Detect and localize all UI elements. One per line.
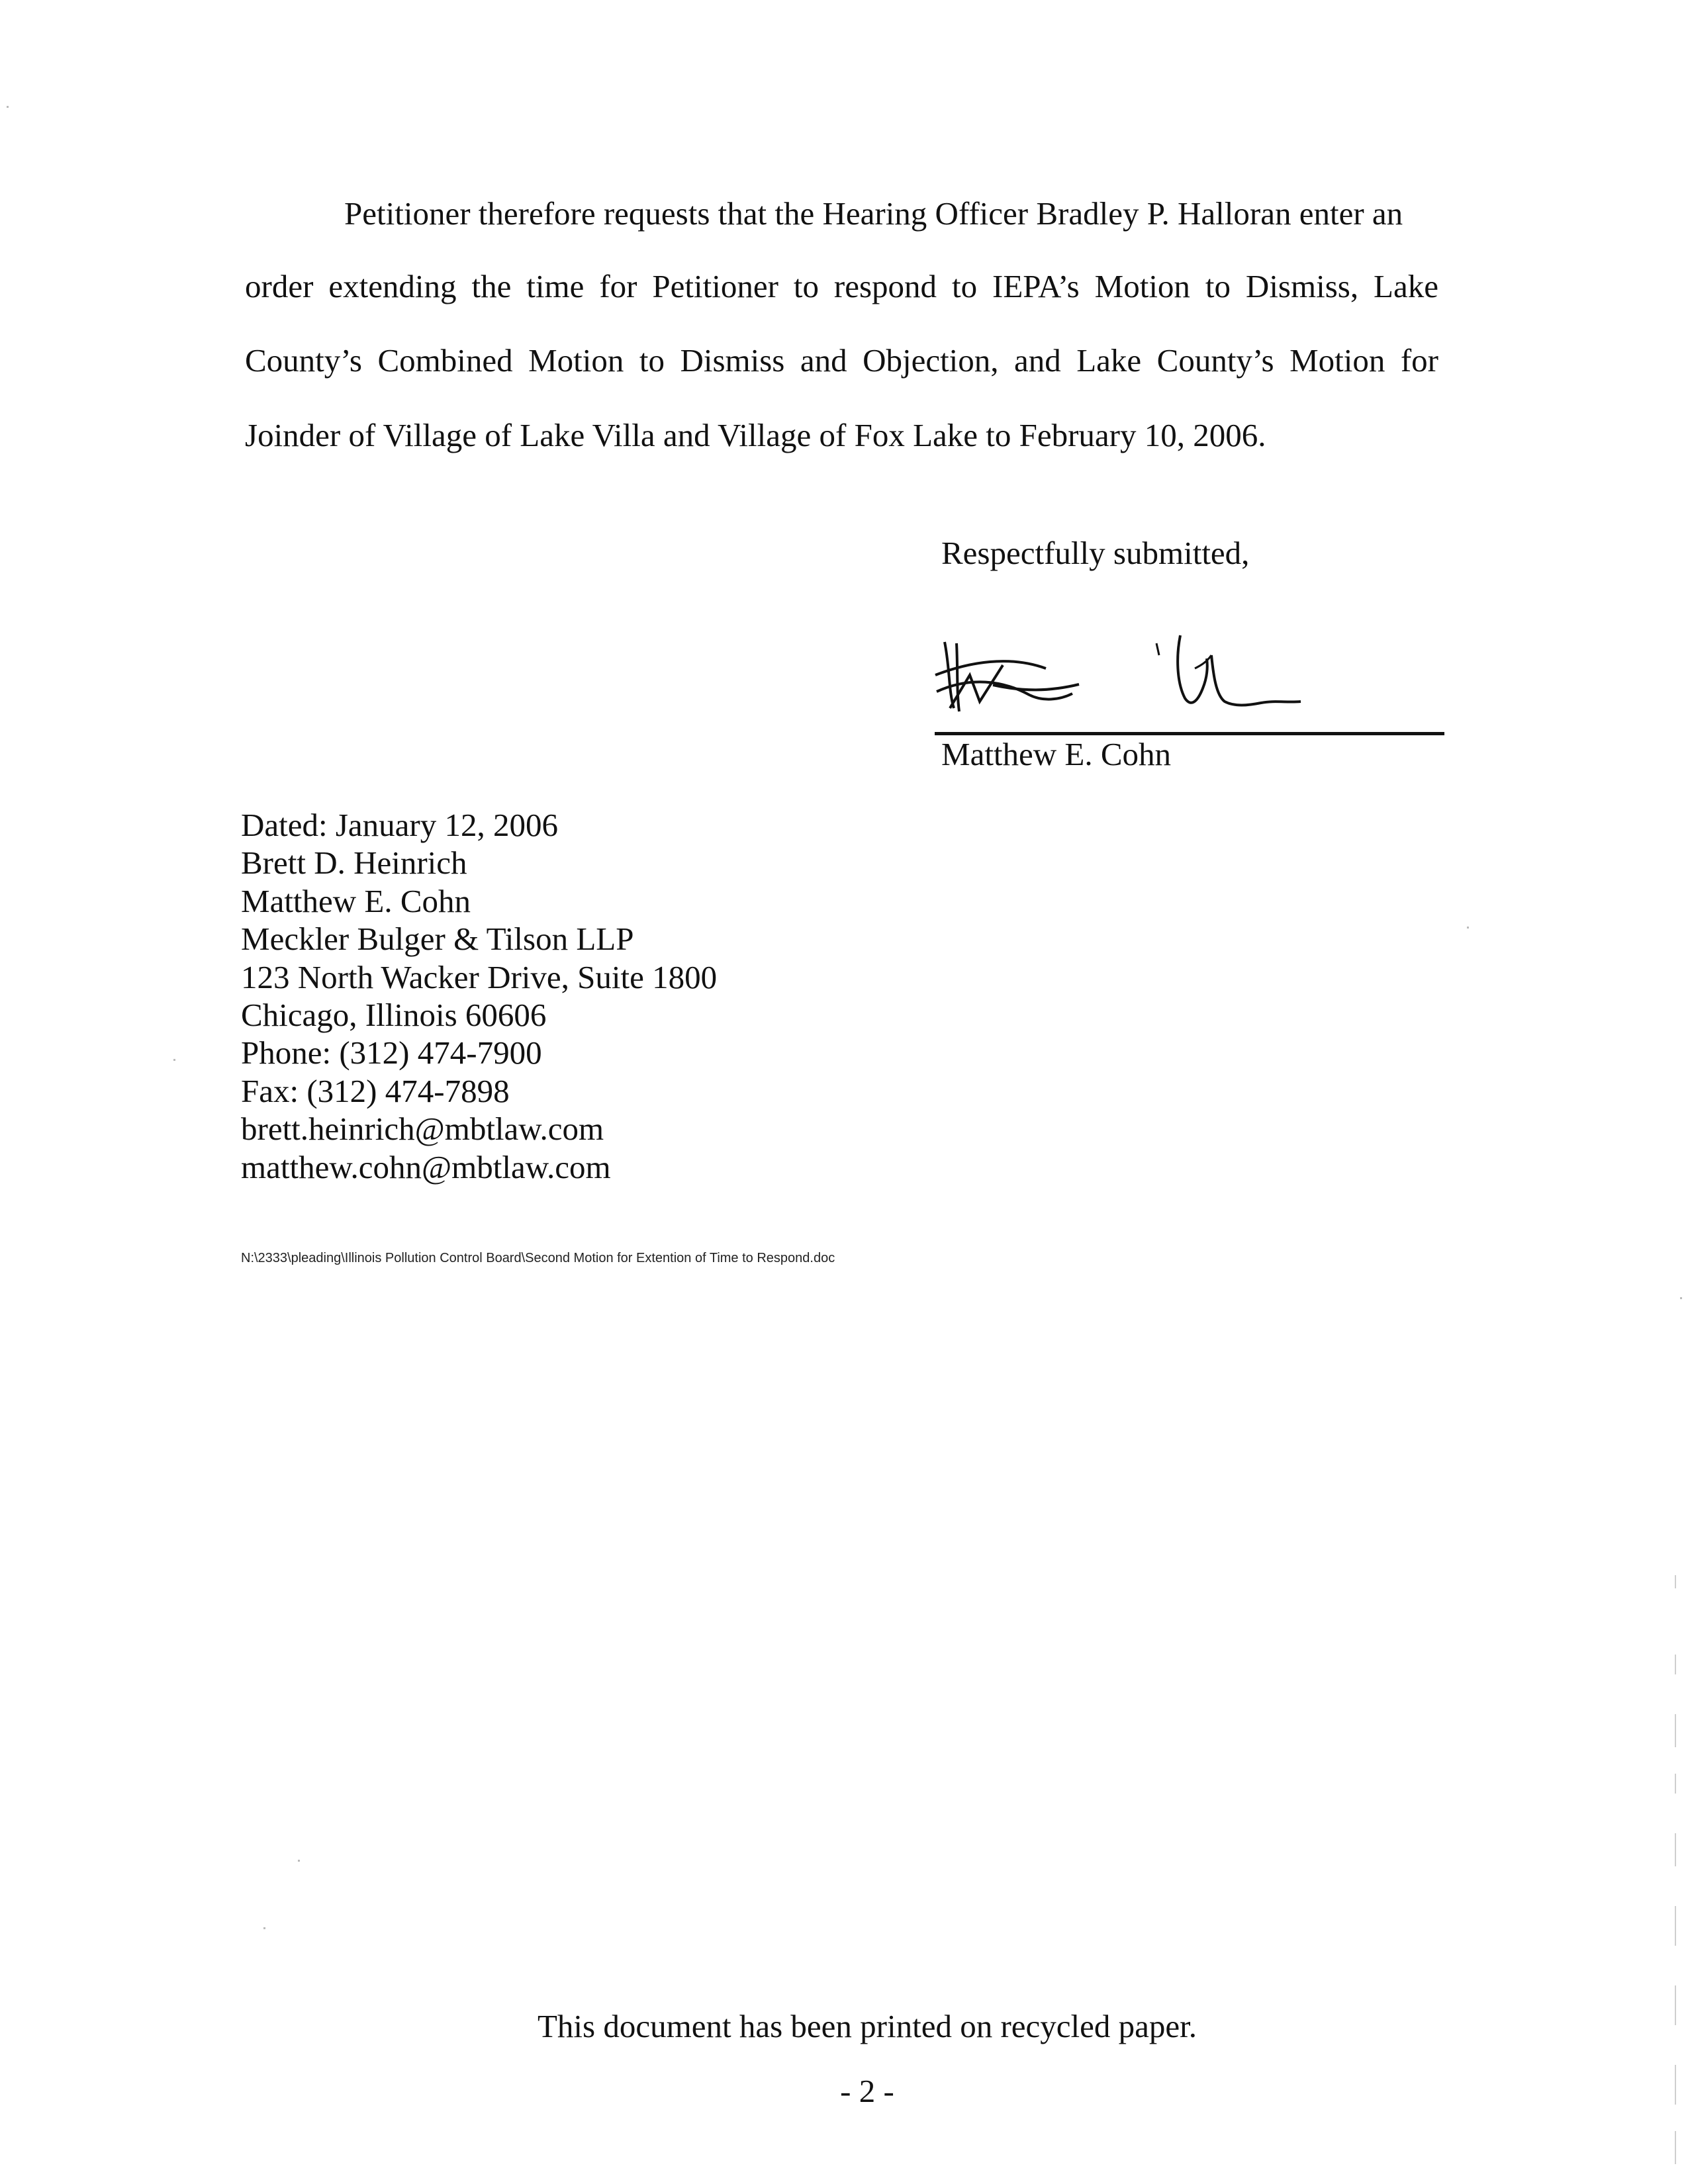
email-2: matthew.cohn@mbtlaw.com (241, 1148, 611, 1185)
signer-name: Matthew E. Cohn (941, 736, 1172, 772)
firm-name: Meckler Bulger & Tilson LLP (241, 921, 634, 958)
fax-number: Fax: (312) 474-7898 (241, 1072, 510, 1109)
document-file-path: N:\2333\pleading\Illinois Pollution Control Board\Second Motion for Extention of Time to Respond.doc (241, 1251, 835, 1265)
phone-number: Phone: (312) 474-7900 (241, 1034, 542, 1071)
scan-speck (1680, 1297, 1682, 1299)
body-paragraph-line-4: Joinder of Village of Lake Villa and Village of Fox Lake to February 10, 2006. (245, 417, 1266, 453)
scan-speck (298, 1860, 300, 1862)
dated-line: Dated: January 12, 2006 (241, 807, 558, 843)
scan-speck (1467, 927, 1469, 929)
scan-edge-marks (1673, 1575, 1677, 2171)
street-address: 123 North Wacker Drive, Suite 1800 (241, 958, 718, 995)
page-number: - 2 - (840, 2073, 894, 2109)
scan-speck (7, 106, 9, 108)
attorney-name-2: Matthew E. Cohn (241, 882, 471, 919)
body-paragraph-line-1: Petitioner therefore requests that the Hearing Officer Bradley P. Halloran enter an (344, 195, 1403, 232)
attorney-name-1: Brett D. Heinrich (241, 844, 467, 882)
recycled-paper-note: This document has been printed on recycled paper. (538, 2008, 1197, 2044)
scan-speck (173, 1059, 175, 1061)
handwritten-signature (930, 629, 1354, 721)
body-paragraph-line-3: County’s Combined Motion to Dismiss and Objection, and Lake County’s Motion for (245, 342, 1438, 379)
city-state-zip: Chicago, Illinois 60606 (241, 996, 547, 1033)
closing-text: Respectfully submitted, (941, 535, 1250, 571)
email-1: brett.heinrich@mbtlaw.com (241, 1111, 604, 1148)
body-paragraph-line-2: order extending the time for Petitioner to respond to IEPA’s Motion to Dismiss, Lake (245, 268, 1438, 304)
address-block (241, 806, 717, 1186)
scan-speck (263, 1927, 265, 1929)
